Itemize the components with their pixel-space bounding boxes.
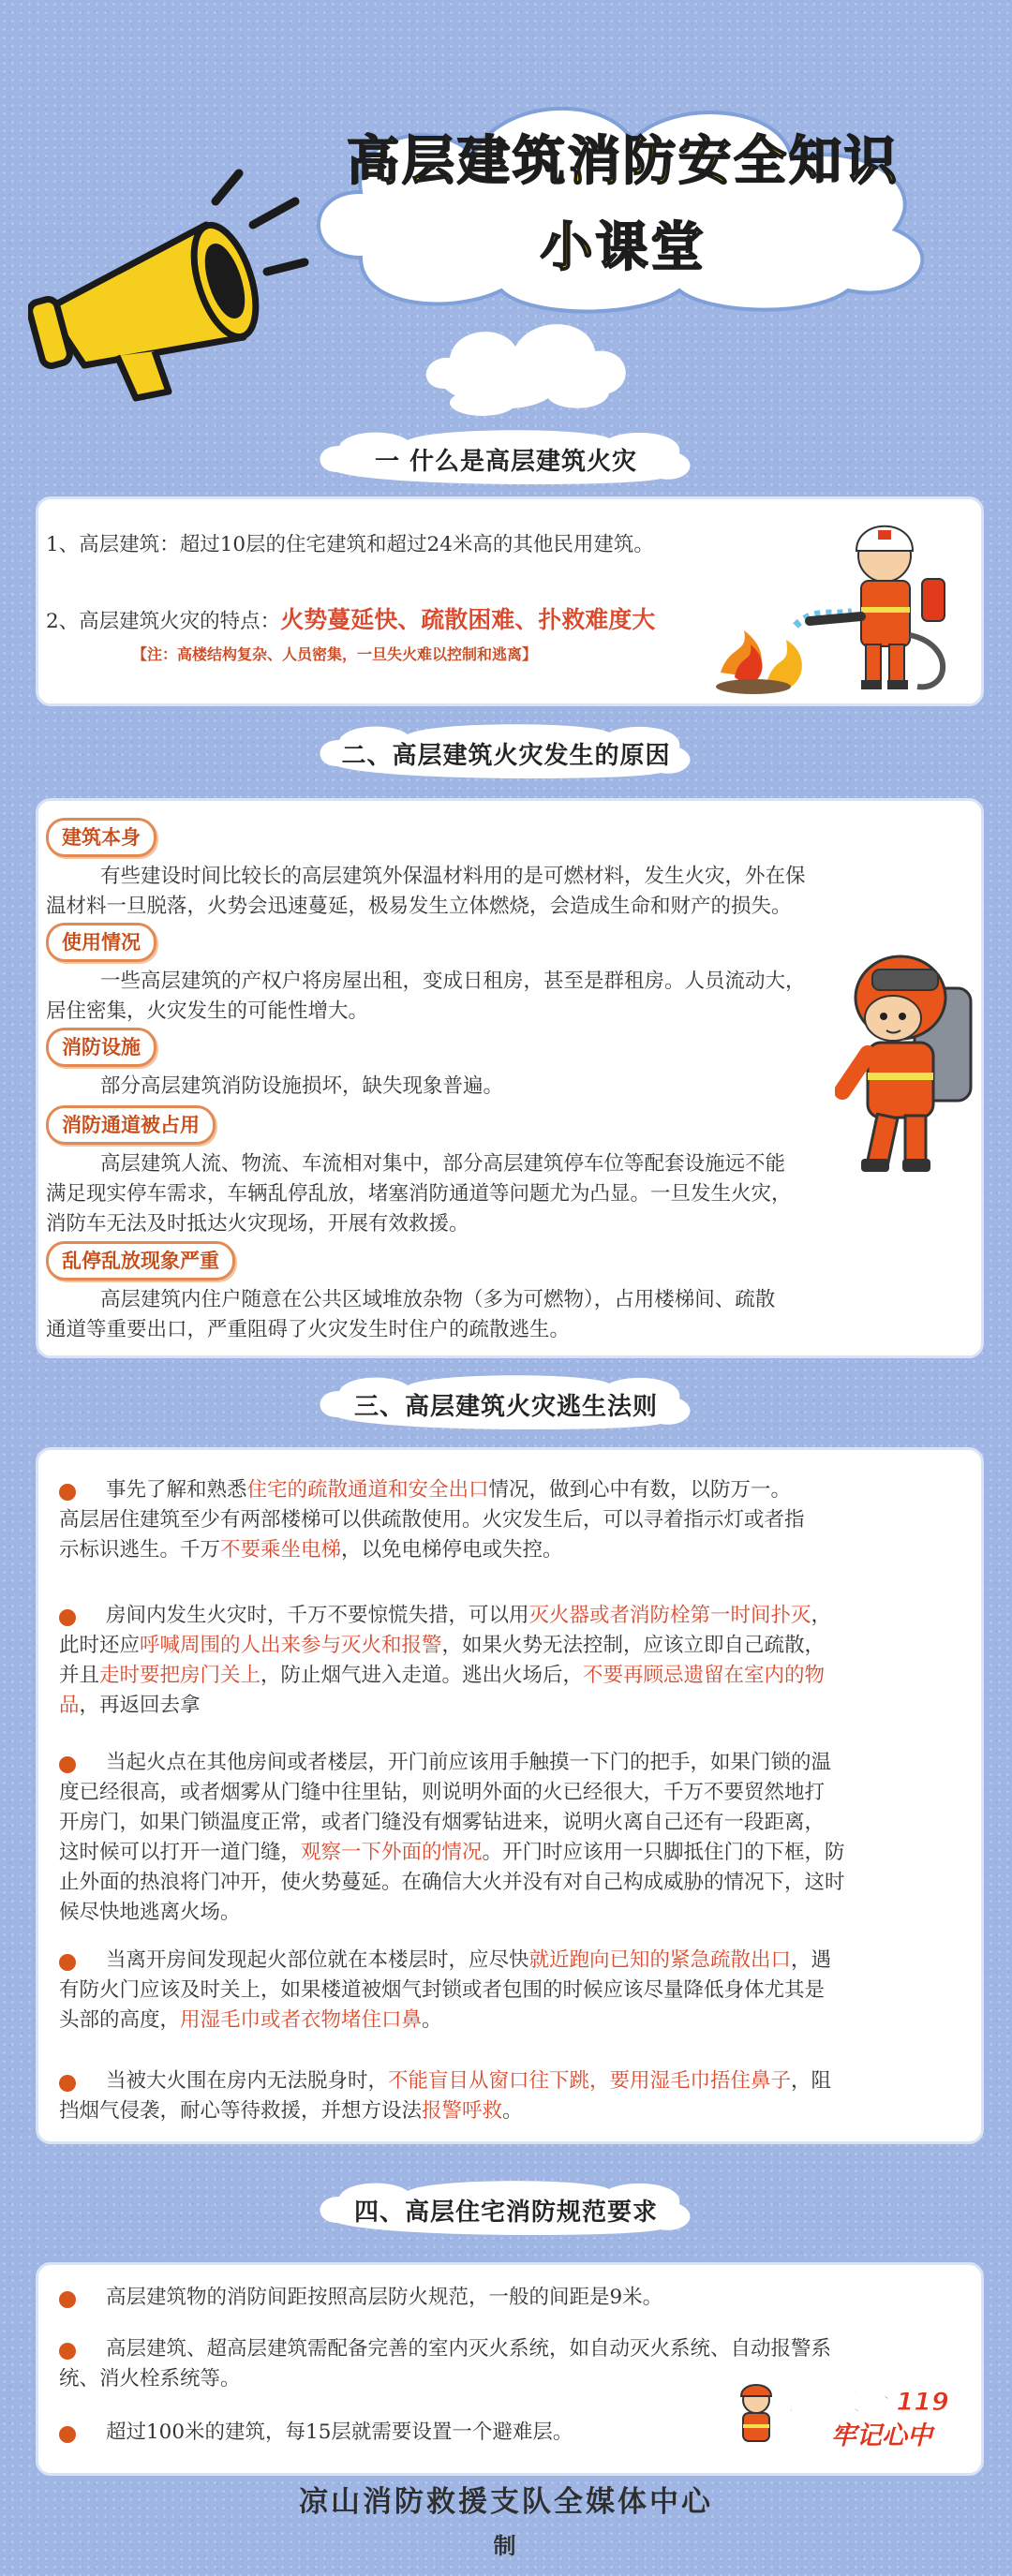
- spec-item-3: 超过100米的建筑，每15层就需要设置一个避难层。: [106, 2421, 573, 2444]
- badge-line-2: 牢记心中: [831, 2421, 932, 2450]
- cause-text-building: 有些建设时间比较长的高层建筑外保温材料用的是可燃材料，发生火灾，外在保 温材料一旦脱落，火势会迅速蔓延，极易发生立体燃烧，会造成生命和财产的损失。: [46, 865, 806, 918]
- spec-item-1: 高层建筑物的消防间距按照高层防火规范，一般的间距是9米。: [106, 2286, 663, 2309]
- intro-item-1: 1、高层建筑：超过10层的住宅建筑和超过24米高的其他民用建筑。: [46, 533, 654, 556]
- page-title: 高层建筑消防安全知识: [347, 131, 900, 192]
- megaphone-icon: [28, 169, 309, 403]
- escape-rule-5: 当被大火围在房内无法脱身时，不能盲目从窗口往下跳，要用湿毛巾捂住鼻子，阻 挡烟气侵袭，耐心等待救援，并想方设法报警呼救。: [59, 2069, 832, 2123]
- section-2-title: 二、高层建筑火灾发生的原因: [341, 742, 671, 770]
- badge-line-1: 消防安全 119: [786, 2388, 949, 2417]
- escape-rule-4: 当离开房间发现起火部位就在本楼层时，应尽快就近跑向已知的紧急疏散出口，遇 有防火门应该及时关上，如果楼道被烟气封锁或者包围的时候应该尽量降低身体尤其是 头部的高度，用湿毛巾或者衣物堵住口鼻。: [59, 1948, 832, 2032]
- section-4-card: [36, 2262, 984, 2476]
- section-2-heading: [309, 721, 703, 779]
- bullet-dot: [59, 2291, 76, 2308]
- cause-tag-passage: 消防通道被占用: [46, 1105, 216, 1145]
- footer-credit: 制: [493, 2532, 519, 2559]
- cause-tag-facilities: 消防设施: [46, 1028, 156, 1067]
- intro-note: 【注：高楼结构复杂、人员密集，一旦失火难以控制和逃离】: [132, 645, 538, 663]
- section-4-title: 四、高层住宅消防规范要求: [353, 2198, 658, 2227]
- section-4-heading: [309, 2178, 703, 2236]
- section-1-title: 一 什么是高层建筑火灾: [374, 448, 638, 476]
- bullet-dot: [59, 2426, 76, 2443]
- cause-tag-building: 建筑本身: [46, 818, 156, 857]
- firefighter-hose-icon: [711, 513, 964, 701]
- small-cloud-icon: [417, 309, 642, 417]
- spec-item-2: 高层建筑、超高层建筑需配备完善的室内灭火系统，如自动灭火系统、自动报警系 统、消火栓系统等。: [59, 2337, 832, 2391]
- cause-text-usage: 一些高层建筑的产权户将房屋出租，变成日租房，甚至是群租房。人员流动大， 居住密集，火灾发生的可能性增大。: [46, 970, 806, 1023]
- mini-firefighter-icon: [730, 2381, 782, 2449]
- section-1-card: [36, 496, 984, 706]
- cause-text-parking: 高层建筑内住户随意在公共区域堆放杂物（多为可燃物），占用楼梯间、疏散 通道等重要出口，严重阻碍了火灾发生时住户的疏散逃生。: [46, 1288, 776, 1341]
- escape-rule-3: 当起火点在其他房间或者楼层，开门前应该用手触摸一下门的把手，如果门锁的温 度已经很高，或者烟雾从门缝中往里钻，则说明外面的火已经很大，千万不要贸然地打 开房门，如果门锁温度正常，或者门缝没有烟雾钻进来，说明火离自己还有一段距离， 这时候可以打开一道门缝，观察一下外面的情况。开门时应该用一只脚抵住门的下框，防 止外面的热浪将门冲开，使火势蔓延。在确信大火并没有对自己构成威胁的情况下，这时 候尽快地逃离火场。: [59, 1751, 845, 1924]
- section-1-heading: [309, 427, 703, 485]
- section-3-title: 三、高层建筑火灾逃生法则: [353, 1393, 658, 1421]
- fire-safety-badge: [730, 2377, 974, 2452]
- cause-tag-parking: 乱停乱放现象严重: [46, 1241, 235, 1281]
- cause-text-facilities: 部分高层建筑消防设施损坏，缺失现象普遍。: [100, 1074, 504, 1098]
- cause-text-passage: 高层建筑人流、物流、车流相对集中，部分高层建筑停车位等配套设施远不能 满足现实停车需求，车辆乱停乱放，堵塞消防通道等问题尤为凸显。一旦发生火灾， 消防车无法及时抵达火灾现场，开展有效救援。: [46, 1152, 792, 1236]
- section-3-card: [36, 1447, 984, 2144]
- intro-item-2: 2、高层建筑火灾的特点：火势蔓延快、疏散困难、扑救难度大: [46, 606, 656, 633]
- cause-tag-usage: 使用情况: [46, 923, 156, 962]
- page-subtitle: 小课堂: [540, 217, 707, 278]
- firefighter-mascot-icon: [835, 941, 975, 1185]
- section-2-card: [36, 798, 984, 1358]
- section-3-heading: [309, 1372, 703, 1430]
- escape-rule-1: 事先了解和熟悉住宅的疏散通道和安全出口情况，做到心中有数，以防万一。 高层居住建筑至少有两部楼梯可以供疏散使用。火灾发生后，可以寻着指示灯或者指 示标识逃生。千万不要乘坐电梯，以免电梯停电或失控。: [59, 1478, 805, 1562]
- escape-rule-2: 房间内发生火灾时，千万不要惊慌失措，可以用灭火器或者消防栓第一时间扑灭， 此时还应呼喊周围的人出来参与灭火和报警，如果火势无法控制，应该立即自己疏散， 并且走时要把房门关上，防止烟气进入走道。逃出火场后，不要再顾忌遗留在室内的物 品，再返回去拿: [59, 1604, 832, 1717]
- footer-organization: 凉山消防救援支队全媒体中心: [299, 2485, 713, 2519]
